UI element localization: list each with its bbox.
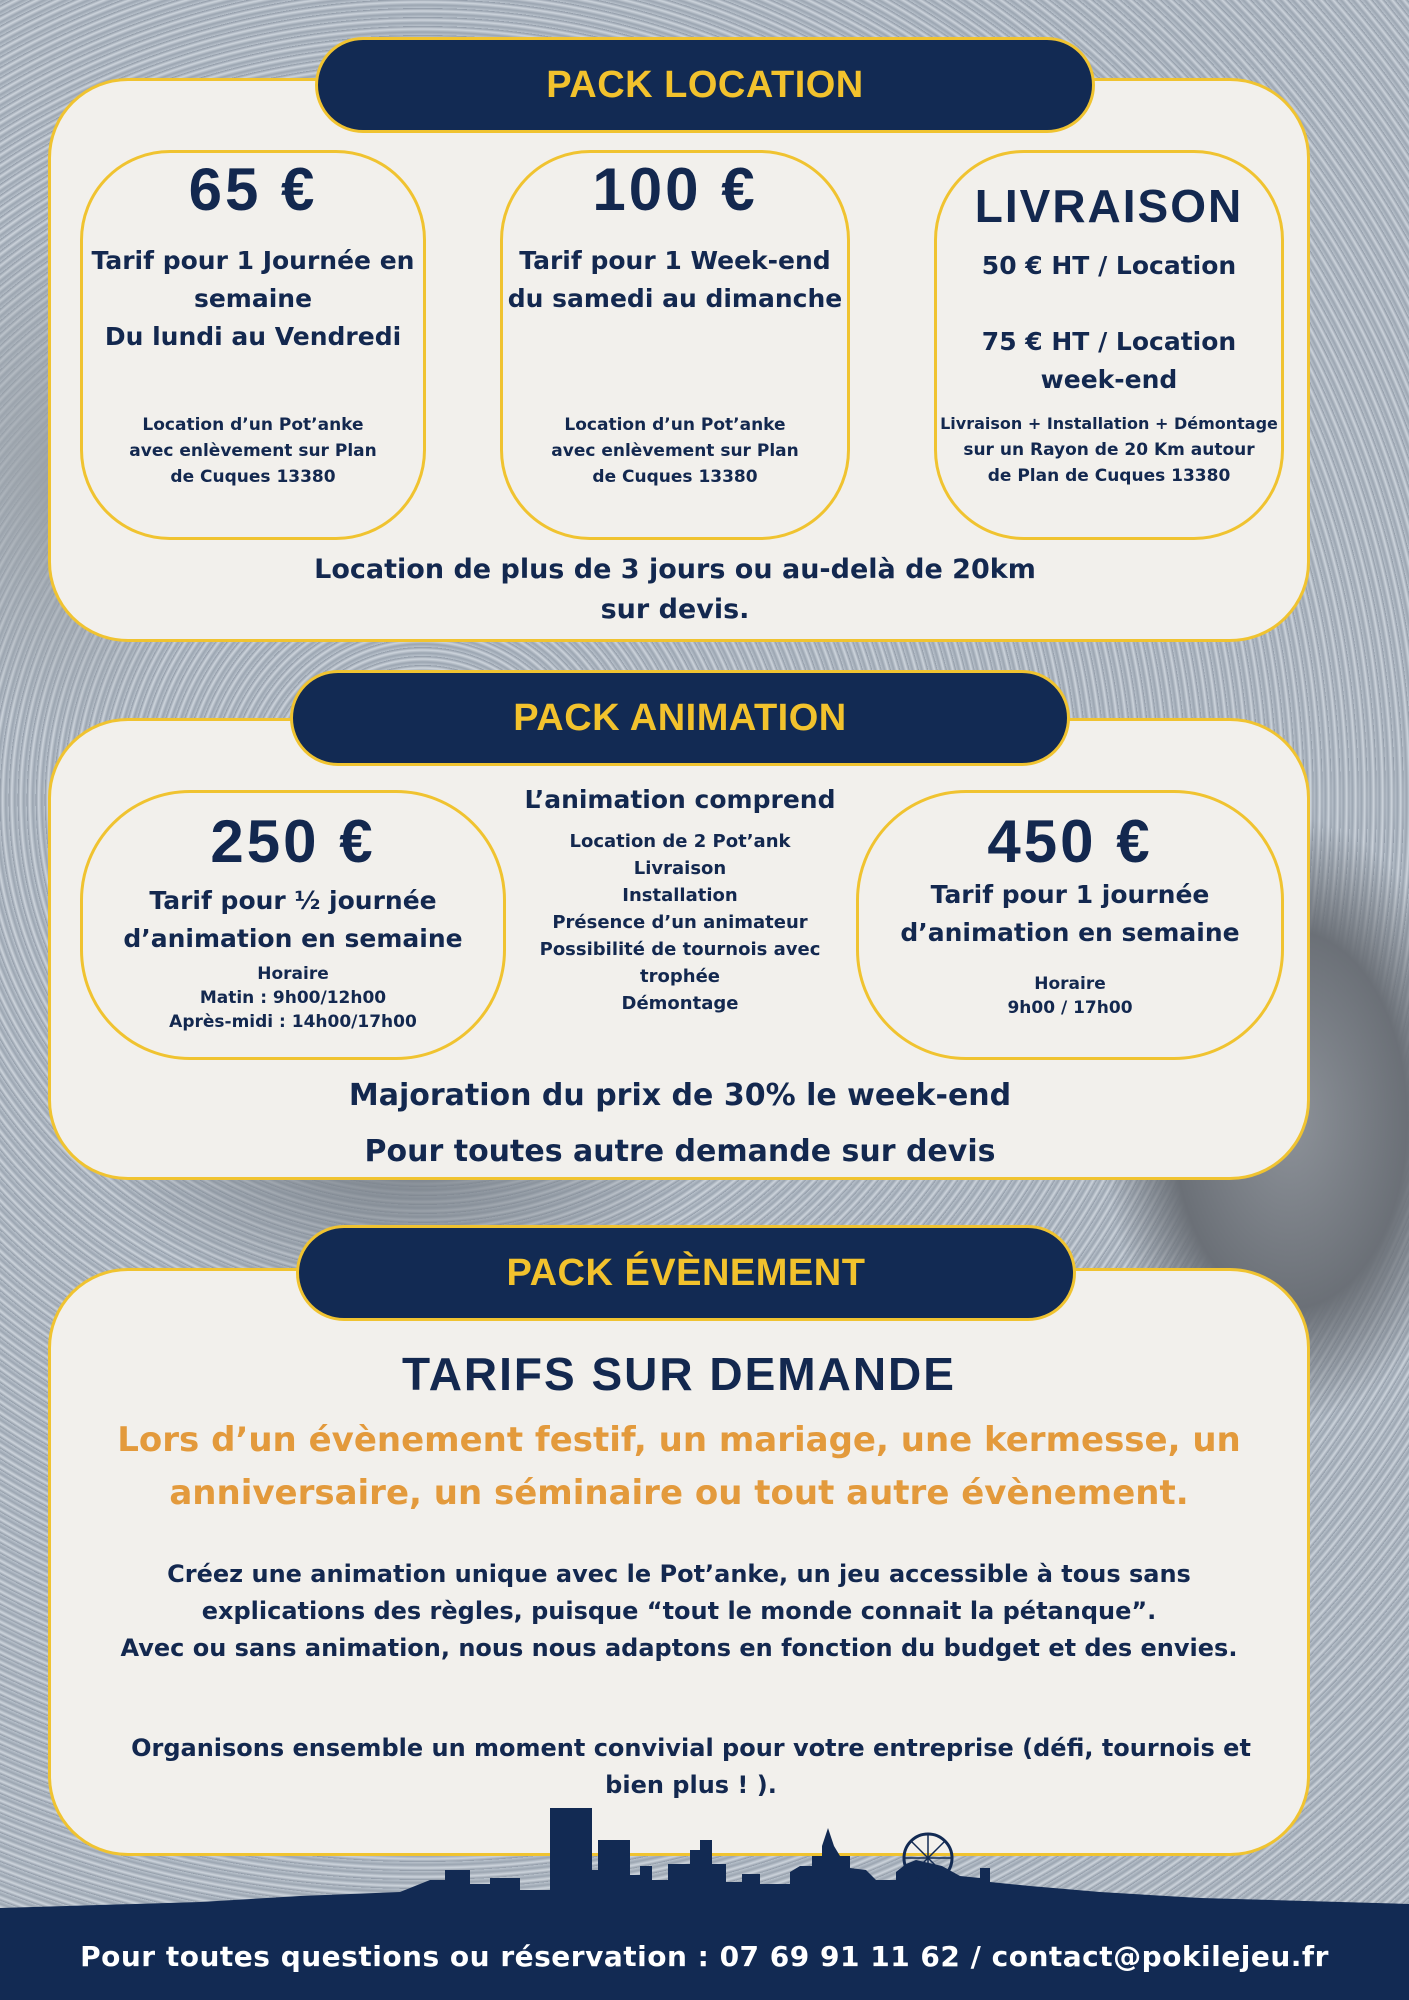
location-card-day [80,150,426,540]
location-card-delivery [934,150,1284,540]
include-item: trophée [640,966,720,987]
footer-contact-bar [0,1912,1409,2000]
card-small-line: avec enlèvement sur Plan [551,441,799,461]
price-250: 250 € [210,808,376,875]
card-line: Tarif pour ½ journée [149,886,437,915]
card-line: semaine [193,284,313,313]
pack-animation-banner: PACK ANIMATION [290,670,1070,766]
include-item: Possibilité de tournois avec [539,939,821,960]
animation-includes-heading: L’animation comprend [524,785,836,814]
card-small-line: 9h00 / 17h00 [1007,998,1133,1018]
include-item: Livraison [633,858,727,879]
card-small-line: Location d’un Pot’anke [564,415,786,435]
card-line: du samedi au dimanche [507,284,843,313]
paragraph-line: bien plus ! ). [605,1771,777,1799]
card-line: week-end [1040,365,1178,394]
card-line: d’animation en semaine [900,918,1240,947]
price-450: 450 € [987,808,1153,875]
event-paragraph-1 [48,1556,1310,1667]
card-line: Tarif pour 1 Journée en [91,246,415,275]
card-small-line: Matin : 9h00/12h00 [199,988,387,1008]
note-line: sur devis. [600,594,750,625]
card-small-line: Horaire [257,964,329,984]
animation-card-half-day [80,790,506,1060]
card-small-line: de Cuques 13380 [592,467,758,487]
highlight-line: anniversaire, un séminaire ou tout autre évènement. [169,1473,1189,1513]
note-line: Majoration du prix de 30% le week-end [348,1078,1012,1113]
card-small-line: Location d’un Pot’anke [142,415,364,435]
price-100: 100 € [592,156,758,223]
card-small-line: Horaire [1034,974,1106,994]
paragraph-line: Créez une animation unique avec le Pot’anke, un jeu accessible à tous sans [167,1560,1191,1588]
animation-card-full-day [856,790,1284,1060]
pack-location-banner: PACK LOCATION [315,37,1095,133]
include-item: Présence d’un animateur [552,912,808,933]
card-small-line: avec enlèvement sur Plan [129,441,377,461]
card-small-line: sur un Rayon de 20 Km autour [963,440,1255,460]
tarifs-sur-demande: TARIFS SUR DEMANDE [402,1348,956,1400]
card-line: 75 € HT / Location [981,327,1237,356]
paragraph-line: explications des règles, puisque “tout le monde connait la pétanque”. [201,1597,1157,1625]
card-small-line: de Plan de Cuques 13380 [987,466,1231,486]
card-small-line: Livraison + Installation + Démontage [940,414,1278,433]
card-line: Du lundi au Vendredi [104,322,402,351]
card-small-line: de Cuques 13380 [170,467,336,487]
footer-contact-text: Pour toutes questions ou réservation : 07 69 91 11 62 / contact@pokilejeu.fr [80,1939,1329,1973]
livraison-title: LIVRAISON [974,180,1244,232]
card-line: Tarif pour 1 Week-end [519,246,831,275]
city-skyline-illustration [0,1800,1409,1915]
pack-evenement-banner: PACK ÉVÈNEMENT [296,1225,1076,1321]
location-card-weekend [500,150,850,540]
include-item: Démontage [621,993,739,1014]
highlight-line: Lors d’un évènement festif, un mariage, une kermesse, un [117,1420,1241,1460]
event-highlight [48,1414,1310,1520]
card-line: 50 € HT / Location [981,251,1237,280]
card-line: Tarif pour 1 journée [930,880,1210,909]
paragraph-line: Organisons ensemble un moment convivial pour votre entreprise (défi, tournois et [131,1734,1251,1762]
note-line: Pour toutes autre demande sur devis [364,1134,996,1169]
animation-includes [510,780,850,1017]
price-65: 65 € [188,156,318,223]
card-small-line: Après-midi : 14h00/17h00 [169,1012,417,1032]
paragraph-line: Avec ou sans animation, nous nous adaptons en fonction du budget et des envies. [120,1634,1238,1662]
animation-notes [250,1068,1110,1180]
card-line: d’animation en semaine [123,924,463,953]
event-paragraph-2 [60,1730,1322,1804]
location-note [250,550,1100,630]
include-item: Location de 2 Pot’ank [569,831,791,852]
note-line: Location de plus de 3 jours ou au-delà de 20km [314,554,1036,585]
include-item: Installation [622,885,738,906]
